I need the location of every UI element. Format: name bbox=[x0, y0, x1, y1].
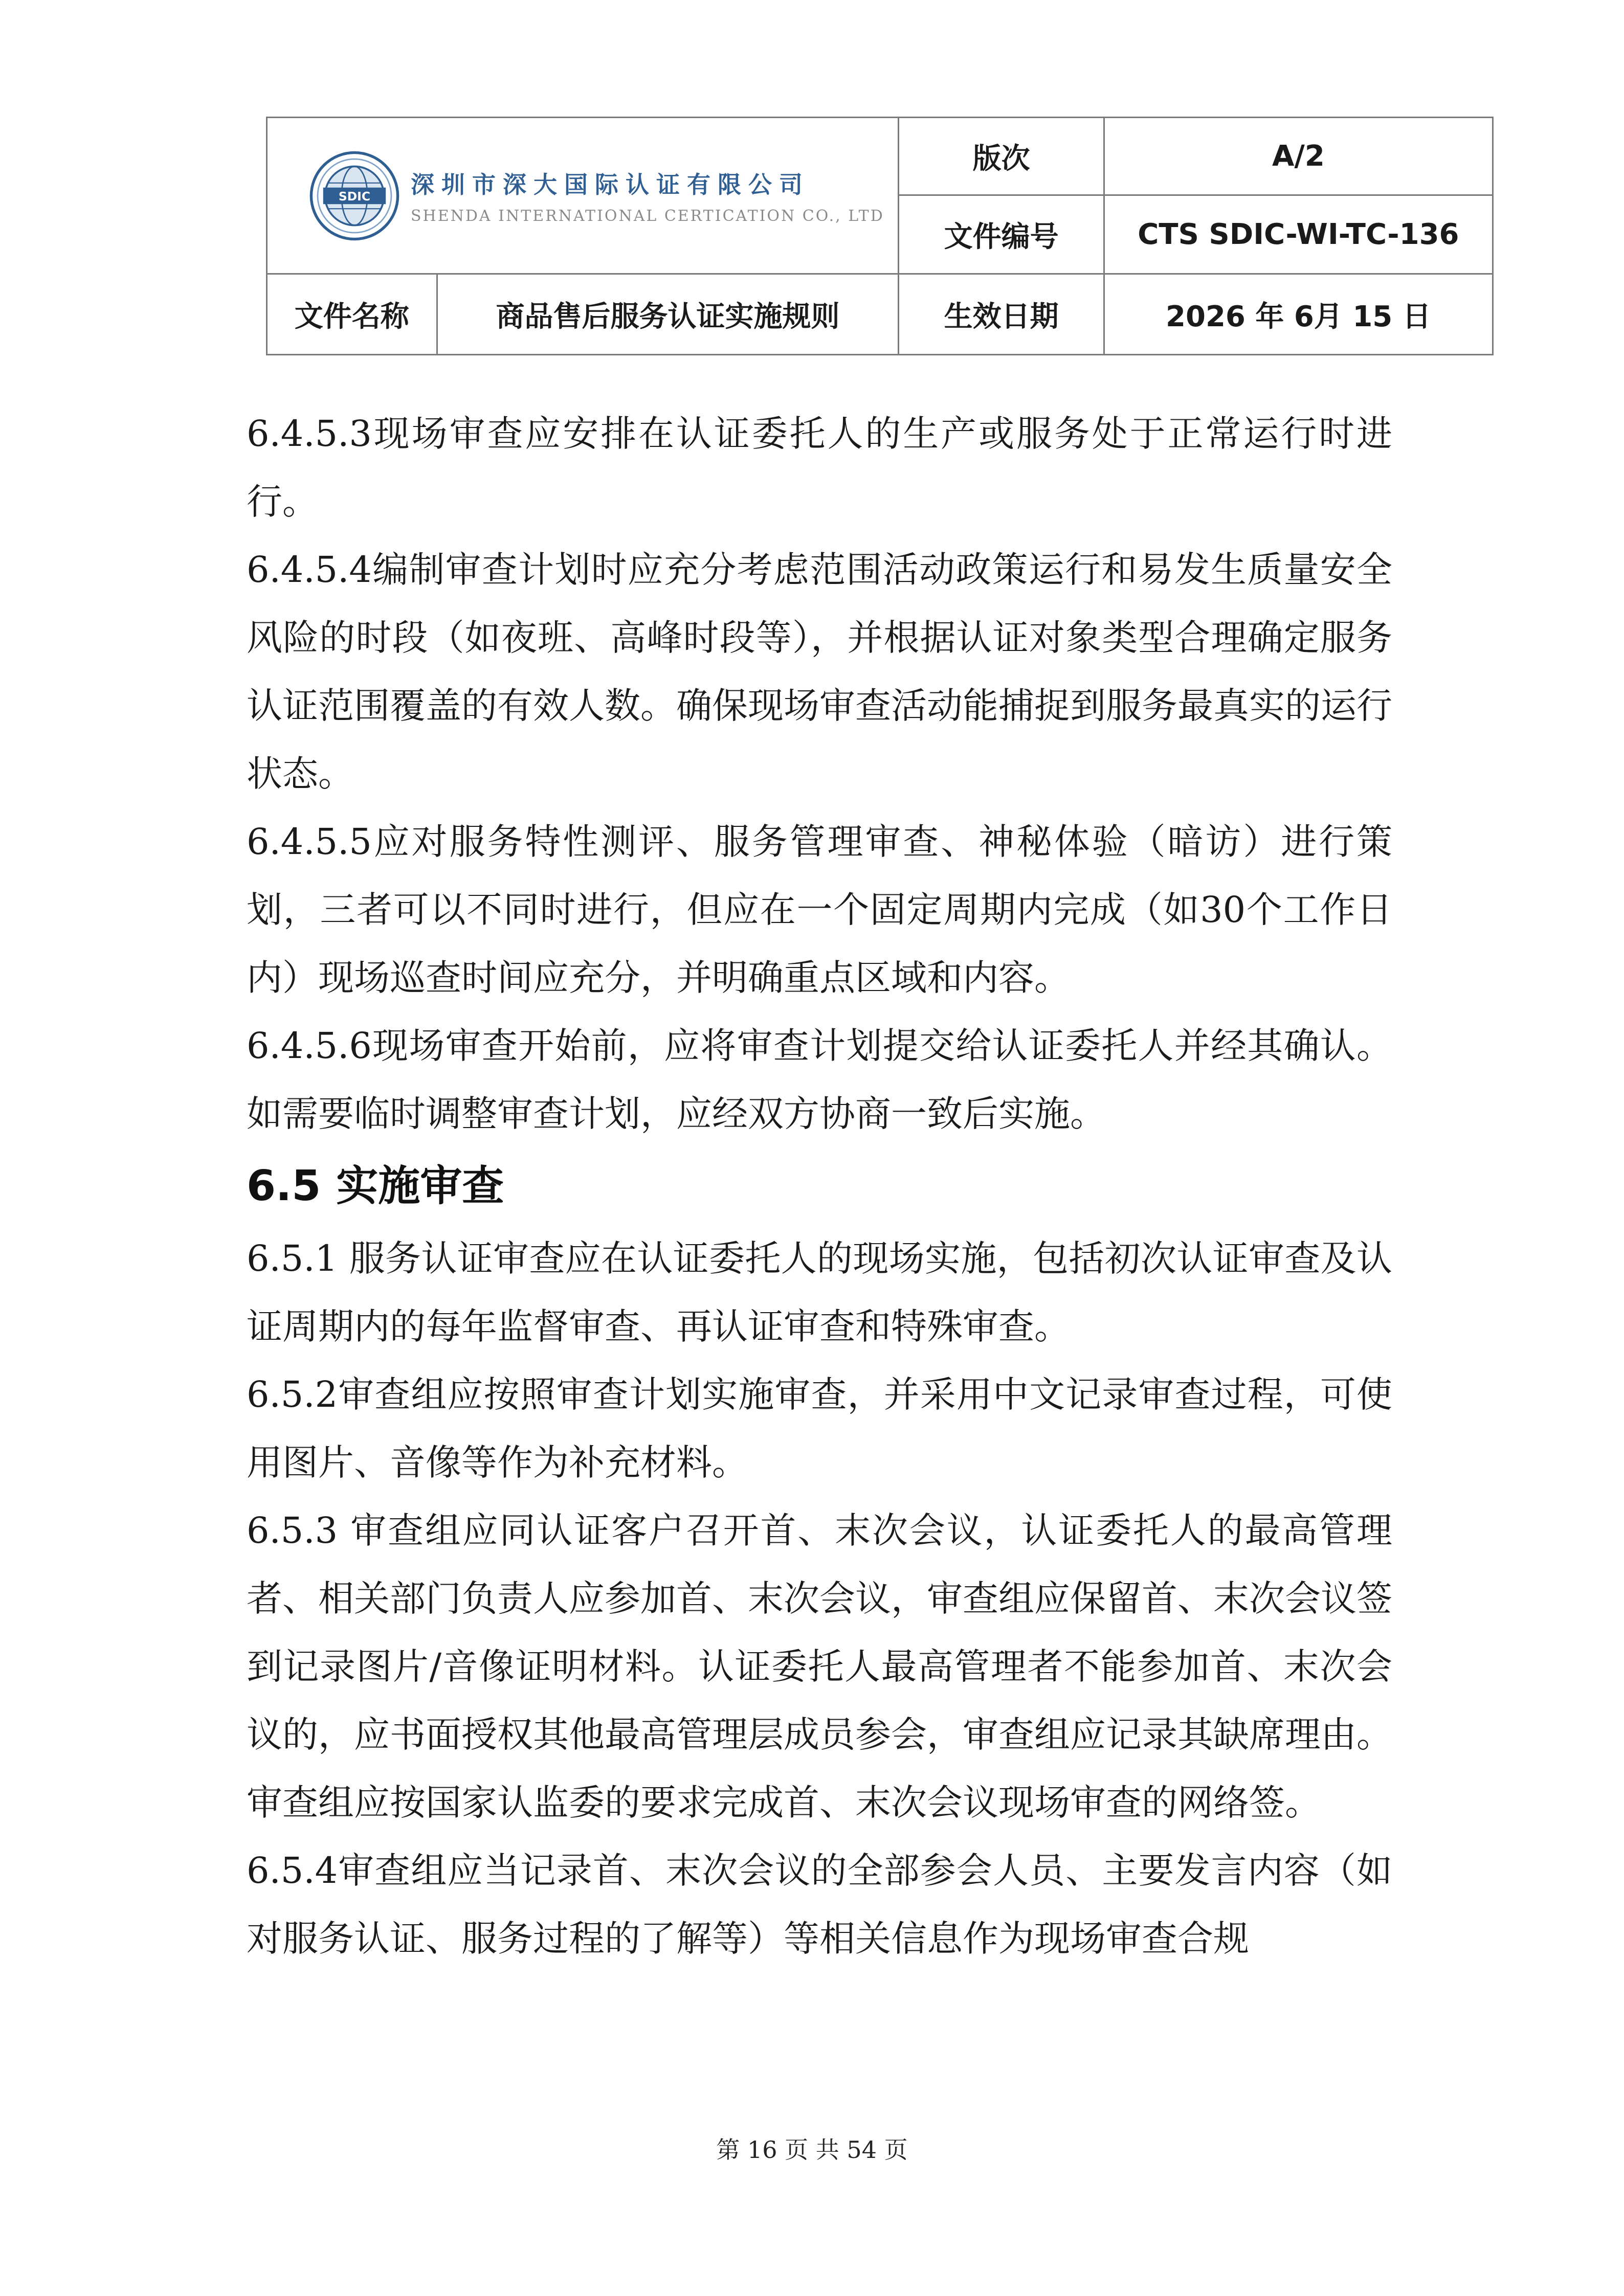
paragraph-6-4-5-6: 6.4.5.6现场审查开始前，应将审查计划提交给认证委托人并经其确认。如需要临时调整审查计划，应经双方协商一致后实施。 bbox=[247, 1025, 1392, 1135]
effective-date-label: 生效日期 bbox=[899, 274, 1104, 355]
paragraph-6-4-5-3: 6.4.5.3现场审查应安排在认证委托人的生产或服务处于正常运行时进行。 bbox=[247, 413, 1392, 523]
paragraph-6-5-1: 6.5.1 服务认证审查应在认证委托人的现场实施，包括初次认证审查及认证周期内的每年监督审查、再认证审查和特殊审查。 bbox=[247, 1237, 1392, 1347]
effective-date-value: 2026 年 6月 15 日 bbox=[1104, 274, 1493, 355]
paragraph-6-4-5-5: 6.4.5.5应对服务特性测评、服务管理审查、神秘体验（暗访）进行策划，三者可以不同时进行，但应在一个固定周期内完成（如30个工作日内）现场巡查时间应充分，并明确重点区域和内容。 bbox=[247, 821, 1392, 999]
page-footer: 第 16 页 共 54 页 bbox=[716, 2136, 908, 2164]
company-name-cn: 深圳市深大国际认证有限公司 bbox=[411, 171, 810, 198]
doc-name-value: 商品售后服务认证实施规则 bbox=[437, 274, 899, 355]
paragraph-6-5-4: 6.5.4审查组应当记录首、末次会议的全部参会人员、主要发言内容（如对服务认证、服务过程的了解等）等相关信息作为现场审查合规 bbox=[247, 1850, 1392, 1960]
edition-value: A/2 bbox=[1104, 118, 1493, 195]
section-heading-6-5 bbox=[247, 1148, 1392, 1225]
edition-label: 版次 bbox=[899, 118, 1104, 195]
company-logo bbox=[308, 150, 884, 242]
sdic-logo-icon bbox=[308, 150, 401, 242]
doc-name-label: 文件名称 bbox=[267, 274, 437, 355]
section-title: 实施审查 bbox=[336, 1162, 504, 1210]
section-number: 6.5 bbox=[247, 1162, 321, 1210]
doc-number-value: CTS SDIC-WI-TC-136 bbox=[1104, 195, 1493, 274]
company-logo-cell bbox=[267, 118, 899, 274]
logo-mark-text: SDIC bbox=[338, 189, 371, 204]
company-name-en: SHENDA INTERNATIONAL CERTICATION CO., LTD bbox=[411, 207, 884, 225]
paragraph-6-5-3: 6.5.3 审查组应同认证客户召开首、末次会议，认证委托人的最高管理者、相关部门负责人应参加首、末次会议，审查组应保留首、末次会议签到记录图片/音像证明材料。认证委托人最高管理者不能参加首、末次会议的，应书面授权其他最高管理层成员参会，审查组应记录其缺席理由。审查组应按国家认监委的要求完成首、末次会议现场审查的网络签。 bbox=[247, 1510, 1392, 1824]
paragraph-6-4-5-4: 6.4.5.4编制审查计划时应充分考虑范围活动政策运行和易发生质量安全风险的时段（如夜班、高峰时段等），并根据认证对象类型合理确定服务认证范围覆盖的有效人数。确保现场审查活动能捕捉到服务最真实的运行状态。 bbox=[247, 549, 1392, 795]
document-body bbox=[247, 400, 1392, 1973]
doc-number-label: 文件编号 bbox=[899, 195, 1104, 274]
paragraph-6-5-2: 6.5.2审查组应按照审查计划实施审查，并采用中文记录审查过程，可使用图片、音像等作为补充材料。 bbox=[247, 1374, 1392, 1483]
document-header-table bbox=[266, 117, 1494, 355]
